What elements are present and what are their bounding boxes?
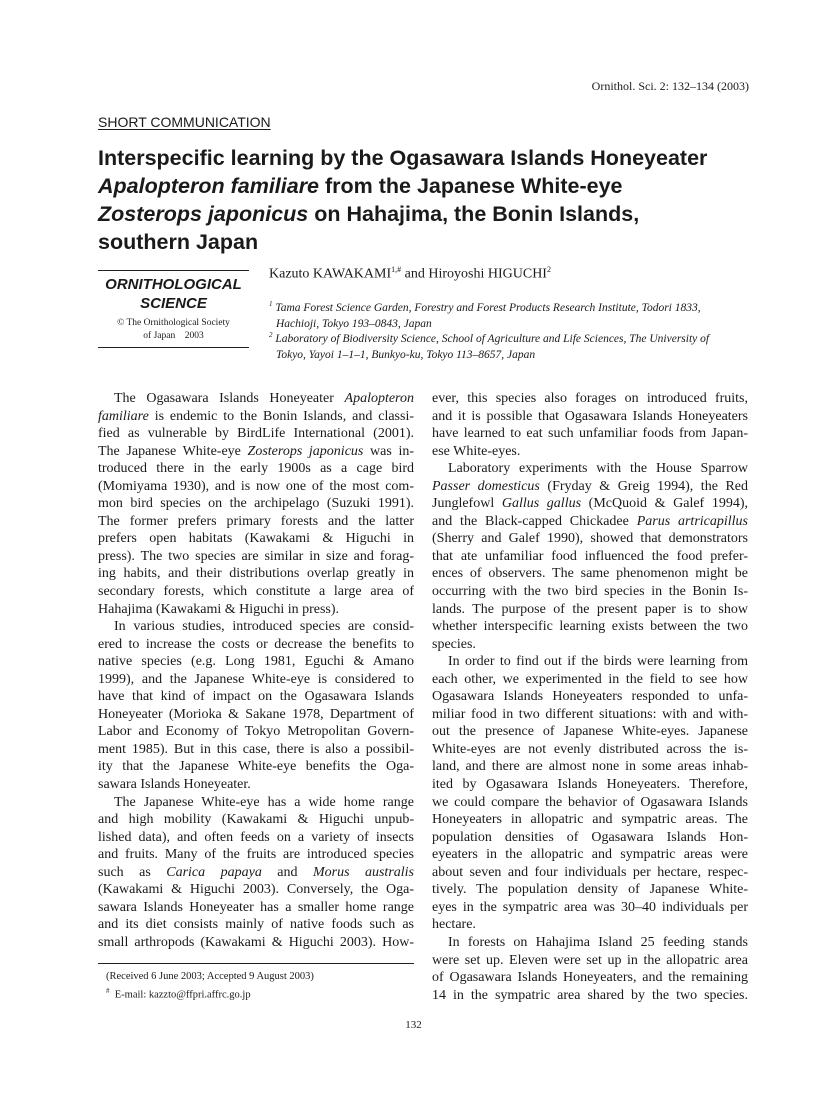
body-text-line: and fruits. Many of the fruits are introduced species	[98, 847, 414, 863]
affiliation-line	[269, 296, 753, 316]
body-text-line: 14 in the sympatric area shared by the two species.	[432, 987, 748, 1003]
species-name: Zosterops japonicus	[247, 443, 364, 459]
body-text-line: and high mobility (Kawakami & Higuchi unpub-	[98, 812, 414, 828]
body-text-line: Honeyeaters in allopatric and sympatric areas. The	[432, 812, 748, 828]
species-name: Morus australis	[312, 864, 414, 880]
body-text-line: that ate unfamiliar food influenced the food prefer-	[432, 548, 748, 564]
body-text-line: native species (e.g. Long 1981, Eguchi & Amano	[98, 654, 414, 670]
journal-logo	[98, 270, 249, 348]
species-name: Apalopteron familiare	[98, 174, 320, 198]
species-name: Carica papaya	[166, 864, 262, 880]
body-text-line: occurring with the two bird species in the Bonin Is-	[432, 584, 748, 600]
affiliation-line: Hachioji, Tokyo 193–0843, Japan	[276, 317, 432, 330]
body-text-line: such as Carica papaya and Morus australis	[98, 864, 414, 880]
article-title	[98, 144, 758, 256]
body-text-line: ered to increase the costs or decrease the benefits to	[98, 636, 414, 652]
body-text-line: have learned to eat such unfamiliar foods from Japan-	[432, 426, 748, 442]
body-text-line: In order to find out if the birds were learning from	[448, 654, 748, 670]
author-mark: 2	[546, 265, 551, 274]
body-text-line: In forests on Hahajima Island 25 feeding stands	[448, 934, 748, 950]
body-text-line: and the Black-capped Chickadee Parus artricapillus	[432, 513, 748, 529]
body-text-line: lished data), and often feeds on a variety of insects	[98, 829, 414, 845]
body-text-line: The Ogasawara Islands Honeyeater Apalopteron	[114, 391, 414, 406]
species-name: Apalopteron	[344, 391, 414, 406]
body-text-line: mon bird species on the archipelago (Suzuki 1991).	[98, 496, 414, 512]
body-column-left	[98, 390, 414, 952]
body-text-line: (Sherry and Galef 1990), showed that demonstrators	[432, 531, 748, 547]
title-line: Interspecific learning by the Ogasawara Islands Honeyeater	[98, 146, 708, 170]
journal-copyright	[98, 317, 249, 343]
copyright-line: © The Ornithological Society	[117, 318, 230, 328]
body-text-line: ment 1985). But in this case, there is also a possibil-	[98, 741, 414, 757]
body-text-line: lands. The purpose of the present paper is to show	[432, 601, 748, 617]
body-text-line: population densities of Ogasawara Islands Hon-	[432, 829, 748, 845]
body-text-line: ese White-eyes.	[432, 443, 521, 459]
body-column-right	[432, 390, 748, 1004]
body-text-line: were set up. Eleven were set up in the allopatric area	[432, 952, 748, 968]
body-text-line: (Kawakami & Higuchi 2003). Conversely, the Oga-	[98, 882, 414, 898]
body-text-line: prefers open habitats (Kawakami & Higuchi in	[98, 531, 414, 547]
received-date: (Received 6 June 2003; Accepted 9 August 2003)	[106, 971, 314, 982]
body-text-line: hectare.	[432, 917, 476, 933]
body-text-line: we could compare the behavior of Ogasawara Islands	[432, 794, 748, 810]
body-text-line: have that kind of impact on the Ogasawara Islands	[98, 689, 414, 705]
body-text-line: 1999), and the Japanese White-eye is considered to	[98, 671, 414, 687]
body-text-line: ing habits, and their distributions overlap greatly in	[98, 566, 414, 582]
journal-name-line: SCIENCE	[140, 295, 207, 312]
body-text-line: The Japanese White-eye Zosterops japonicus was in-	[98, 443, 414, 459]
body-text-line: tively. The population density of Japanese White-	[432, 882, 748, 898]
email-mark: #	[106, 987, 110, 995]
affiliation-line	[269, 327, 753, 347]
author-conjunction: and	[401, 266, 429, 282]
species-name: Gallus gallus	[501, 496, 582, 512]
body-text-line: The former prefers primary forests and the latter	[98, 513, 414, 529]
body-text-line: land, and there are almost none in some areas inhab-	[432, 759, 748, 775]
body-text-line: sawara Islands Honeyeater has a smaller home range	[98, 899, 414, 915]
body-text-line: ited by Ogasawara Islands Honeyeaters. Therefore,	[432, 777, 748, 793]
body-text-line: species.	[432, 636, 476, 652]
journal-citation: Ornithol. Sci. 2: 132–134 (2003)	[591, 79, 749, 93]
title-line: southern Japan	[98, 230, 259, 254]
body-text-line: Labor and Economy of Tokyo Metropolitan Govern-	[98, 724, 414, 740]
author-list	[269, 265, 551, 283]
body-text-line: ences of observers. The same phenomenon might be	[432, 566, 748, 582]
affiliation-mark: 2	[269, 331, 273, 339]
section-label: SHORT COMMUNICATION	[98, 114, 271, 130]
species-name: Zosterops japonicus	[98, 202, 309, 226]
body-text-line: out the presence of Japanese White-eyes. Japanese	[432, 724, 748, 740]
species-name: Passer domesticus	[432, 478, 540, 494]
body-text-line: about seven and four individuals per hectare, respec-	[432, 864, 748, 880]
body-text-line: The Japanese White-eye has a wide home range	[114, 794, 414, 810]
body-text-line: of Ogasawara Islands Honeyeaters, and the remaining	[432, 970, 748, 986]
affiliation	[269, 327, 753, 363]
footnote-divider	[98, 963, 414, 964]
body-text-line: ity that the Japanese White-eye benefits the Oga-	[98, 759, 414, 775]
title-text: on Hahajima, the Bonin Islands,	[308, 202, 640, 226]
journal-name-line: ORNITHOLOGICAL	[105, 276, 242, 293]
affiliation-line: Tokyo, Yayoi 1–1–1, Bunkyo-ku, Tokyo 113–8657, Japan	[276, 348, 536, 361]
email-footnote	[106, 984, 314, 1003]
body-text-line: Hahajima (Kawakami & Higuchi in press).	[98, 601, 340, 617]
author-mark: 1,#	[391, 265, 402, 274]
body-text-line: and it is possible that Ogasawara Islands Honeyeaters	[432, 408, 748, 424]
body-text-line: Passer domesticus (Fryday & Greig 1994), the Red	[432, 478, 748, 494]
body-text-line: secondary forests, which constitute a large area of	[98, 584, 414, 600]
body-text-line: eyeaters in the allopatric and sympatric areas were	[432, 847, 748, 863]
journal-name	[98, 275, 249, 313]
author-name: Hiroyoshi HIGUCHI	[428, 266, 547, 282]
species-name: familiare	[98, 408, 149, 424]
body-text-line: and its diet consists mainly of native foods such as	[98, 917, 414, 933]
body-text-line: troduced there in the early 1900s as a cage bird	[98, 461, 414, 477]
body-text-line: sawara Islands Honeyeater.	[98, 777, 251, 793]
body-text-line: miliar food in two different situations: with and with-	[432, 706, 748, 722]
author-name: Kazuto KAWAKAMI	[269, 266, 392, 282]
footnotes	[106, 969, 314, 1003]
body-text-line: press). The two species are similar in size and forag-	[98, 548, 414, 564]
title-text: from the Japanese White-eye	[319, 174, 623, 198]
body-text-line: In various studies, introduced species are consid-	[114, 619, 414, 635]
body-text-line: eyes in the sympatric area was 30–40 individuals per	[432, 899, 748, 915]
body-text-line: (Momiyama 1930), and is now one of the most com-	[98, 478, 414, 494]
body-text-line: whether interspecific learning exists between the two	[432, 619, 748, 635]
body-text-line: Ogasawara Islands Honeyeaters responded to unfa-	[432, 689, 748, 705]
copyright-line: of Japan 2003	[143, 331, 204, 341]
affiliation-mark: 1	[269, 300, 273, 308]
body-text-line: familiare is endemic to the Bonin Islands, and classi-	[98, 408, 414, 424]
page-number: 132	[405, 1019, 422, 1031]
title-line	[98, 172, 758, 200]
body-text-line: small arthropods (Kawakami & Higuchi 2003). How-	[98, 934, 414, 950]
body-text-line: Junglefowl Gallus gallus (McQuoid & Galef 1994),	[432, 496, 748, 512]
body-text-line: each other, we experimented in the field to see how	[432, 671, 748, 687]
body-text-line: White-eyes are not evenly distributed across the is-	[432, 741, 748, 757]
title-line	[98, 200, 758, 228]
body-text-line: Laboratory experiments with the House Sparrow	[448, 461, 748, 477]
affiliation-text: Tama Forest Science Garden, Forestry and Forest Products Research Institute, Todori 1833,	[275, 301, 701, 314]
species-name: Parus artricapillus	[636, 513, 748, 529]
body-text-line: ever, this species also forages on introduced fruits,	[432, 391, 748, 406]
body-text-line: fied as vulnerable by BirdLife International (2001).	[98, 426, 414, 442]
affiliation-text: Laboratory of Biodiversity Science, School of Agriculture and Life Sciences, The University of	[275, 332, 710, 345]
body-text-line: Honeyeater (Morioka & Sakane 1978, Department of	[98, 706, 414, 722]
email-text: E-mail: kazzto@ffpri.affrc.go.jp	[114, 989, 251, 1001]
